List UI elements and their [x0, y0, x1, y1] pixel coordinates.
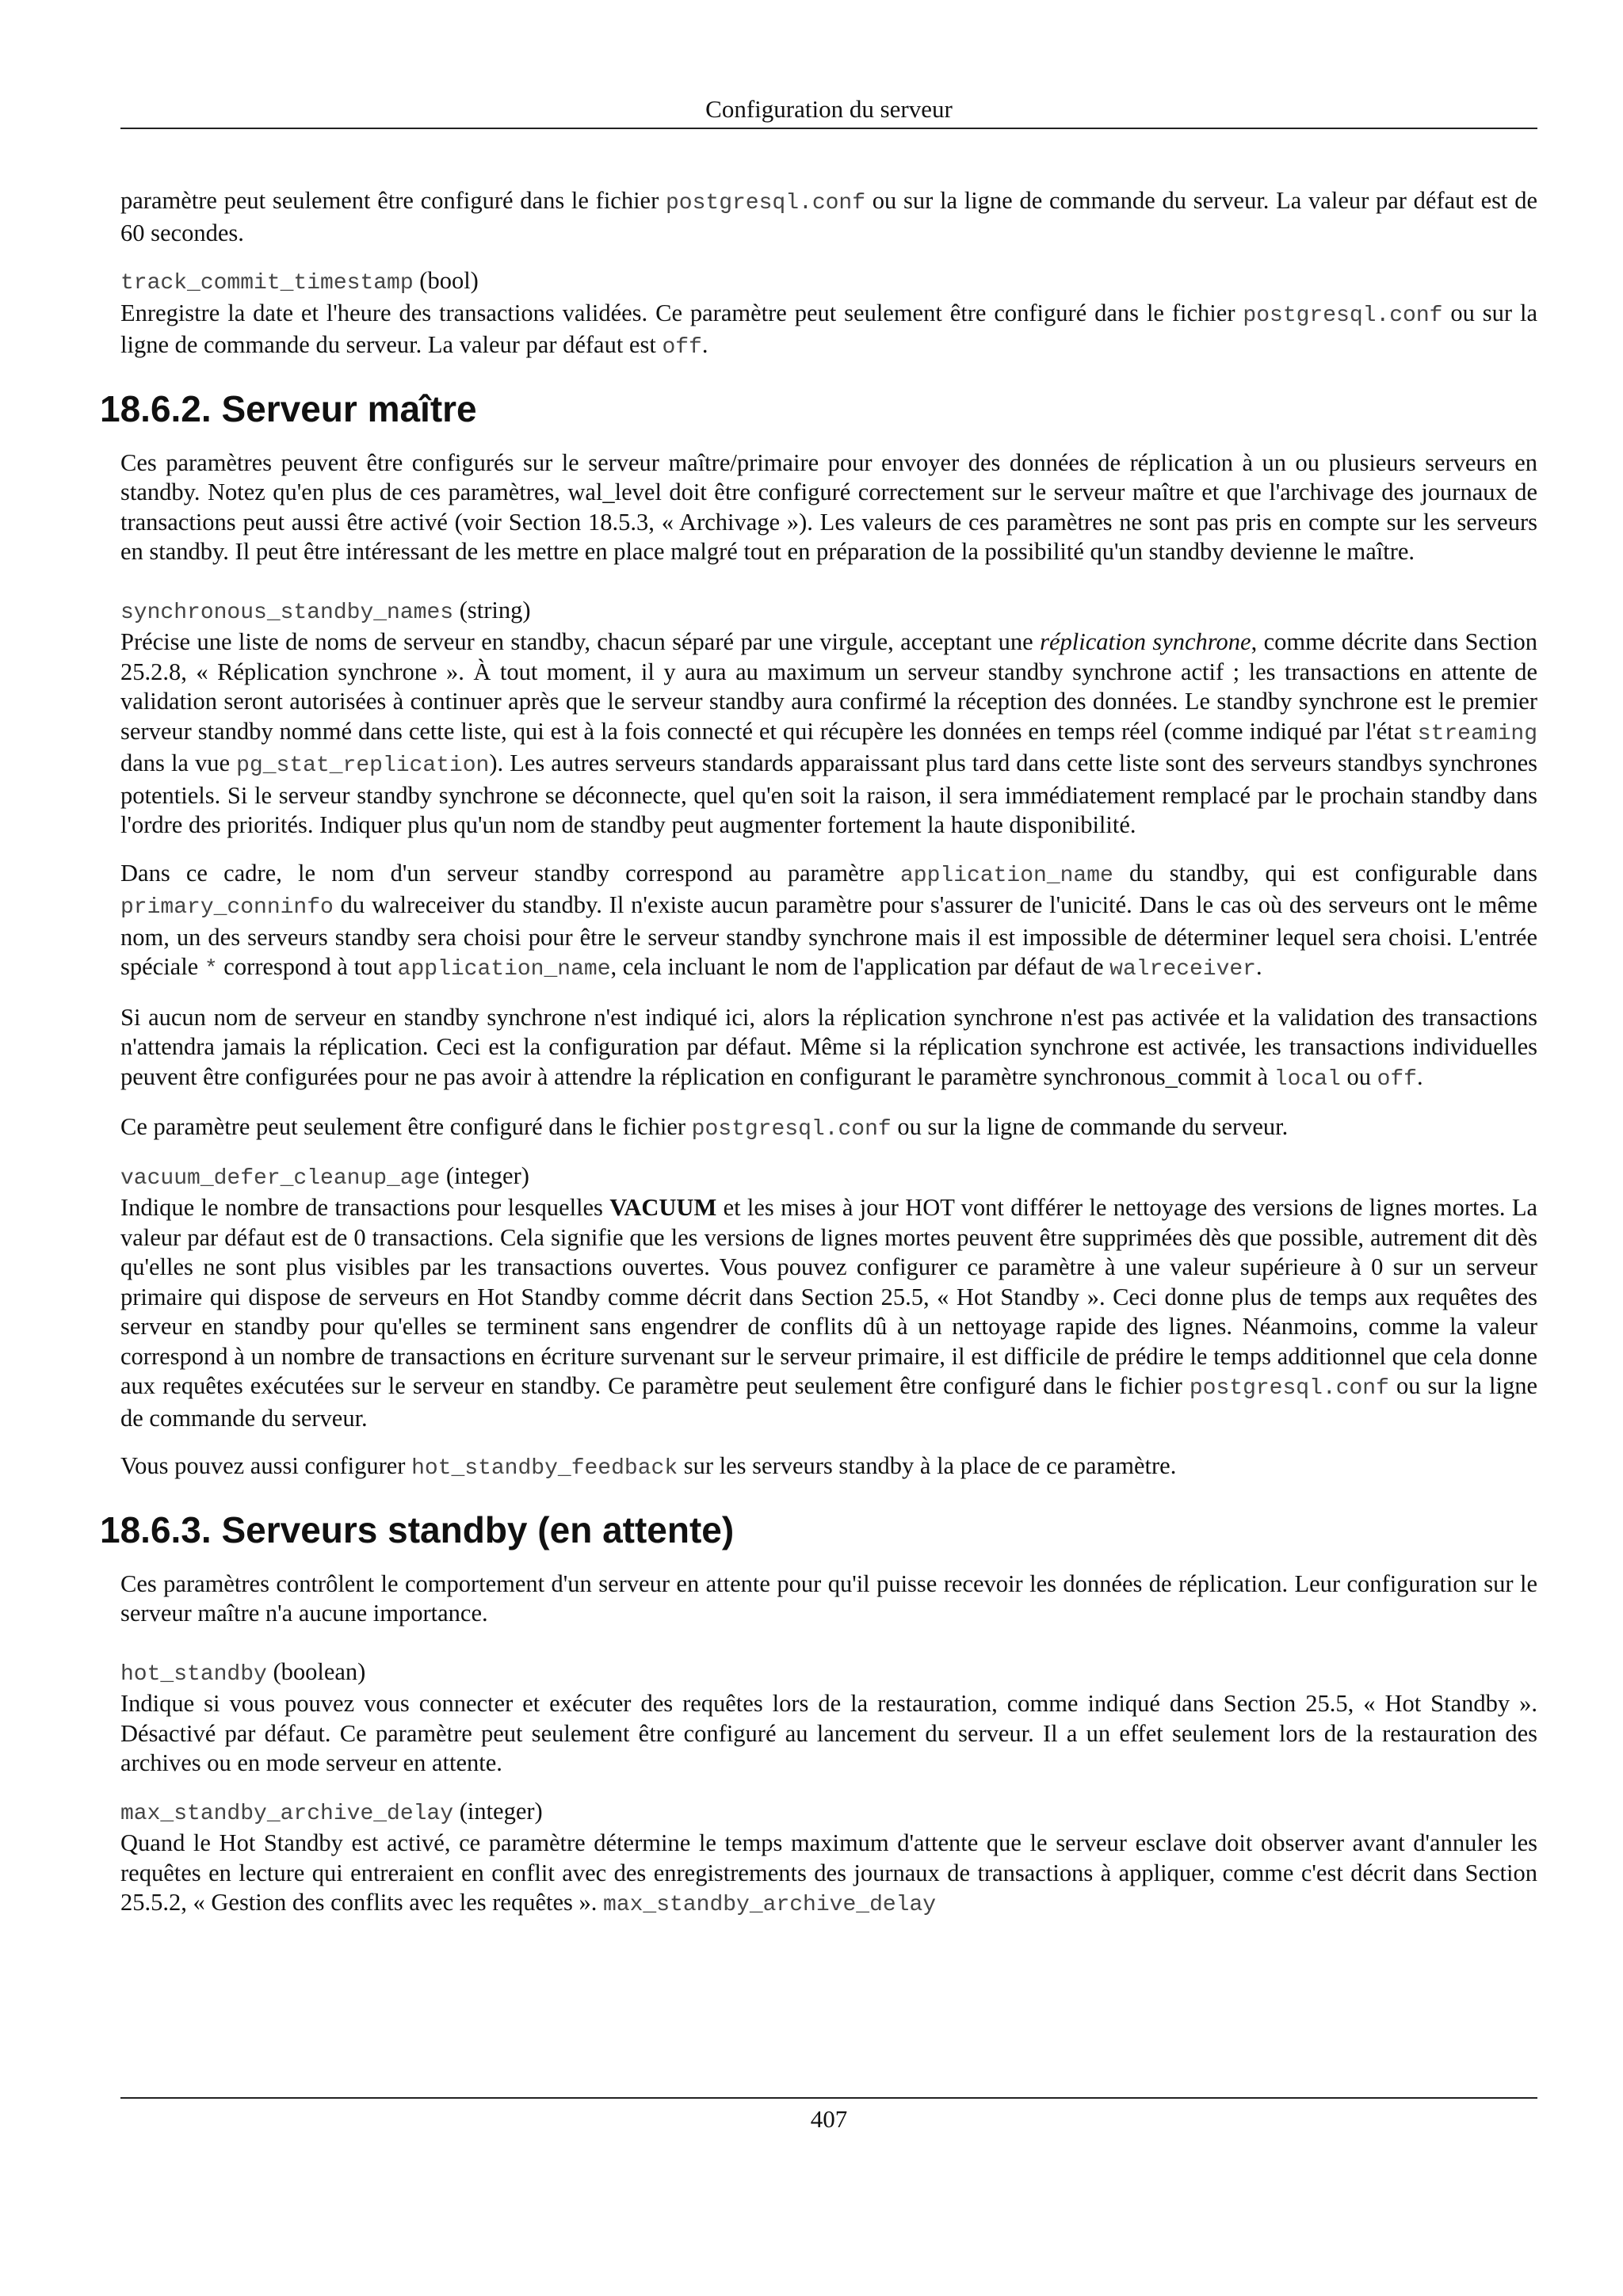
- param-description: Vous pouvez aussi configurer hot_standby_feedback sur les serveurs standby à la place de ce paramètre.: [120, 1452, 1177, 1481]
- section-master-intro: Ces paramètres peuvent être configurés sur le serveur maître/primaire pour envoyer des données de réplication à un ou plusieurs serveurs en standby. Notez qu'en plus de ces paramètres, wal_level doit être configuré correctement sur le serveur maître et que l'archivage des journaux de transactions peut aussi être activé (voir Section 18.5.3, « Archivage »). Les valeurs de ces paramètres ne sont pas pris en compte sur les serveurs en standby. Il peut être intéressant de les mettre en place malgré tout en préparation de la possibilité qu'un standby devienne le maître.: [120, 448, 1537, 565]
- param-description: Ce paramètre peut seulement être configuré dans le fichier postgresql.conf ou sur la ligne de commande du serveur.: [120, 1113, 1289, 1142]
- param-synchronous-standby-names: [120, 596, 1537, 1145]
- param-type: (boolean): [266, 1657, 366, 1685]
- param-description: Précise une liste de noms de serveur en standby, chacun séparé par une virgule, acceptant une réplication synchrone, comme décrite dans Section 25.2.8, « Réplication synchrone ». À tout moment, il y aura au maximum un serveur standby synchrone actif ; les transactions en attente de validation seront autorisées à continuer après que le serveur standby aura confirmé la réception des données. Le standby synchrone est le premier serveur standby nommé dans cette liste, qui est à la fois connecté et qui récupère les données en temps réel (comme indiqué par l'état streaming dans la vue pg_stat_replication). Les autres serveurs standards apparaissant plus tard dans cette liste sont des serveurs standbys synchrones potentiels. Si le serveur standby synchrone se déconnecte, quel qu'en soit la raison, il sera immédiatement remplacé par le prochain standby dans l'ordre des priorités. Indiquer plus qu'un nom de standby peut augmenter fortement la haute disponibilité.: [120, 628, 1537, 838]
- param-name: synchronous_standby_names: [120, 600, 454, 625]
- section-standby-intro: Ces paramètres contrôlent le comportement d'un serveur en attente pour qu'il puisse recevoir les données de réplication. Leur configuration sur le serveur maître n'a aucune importance.: [120, 1569, 1537, 1627]
- param-name: max_standby_archive_delay: [120, 1801, 454, 1826]
- param-description: Si aucun nom de serveur en standby synchrone n'est indiqué ici, alors la réplication synchrone n'est pas activée et la validation des transactions n'attendra jamais la réplication. Ceci est la configuration par défaut. Même si la réplication synchrone est activée, les transactions individuelles peuvent être configurées pour ne pas avoir à attendre la réplication en configurant le paramètre synchronous_commit à local ou off.: [120, 1003, 1537, 1092]
- param-description: Enregistre la date et l'heure des transactions validées. Ce paramètre peut seulement être configuré dans le fichier postgresql.conf ou sur la ligne de commande du serveur. La valeur par défaut est off.: [120, 299, 1537, 360]
- param-description: Indique si vous pouvez vous connecter et exécuter des requêtes lors de la restauration, comme indiqué dans Section 25.5, « Hot Standby ». Désactivé par défaut. Ce paramètre peut seulement être configuré au lancement du serveur. Il a un effet seulement lors de la restauration des archives ou en mode serveur en attente.: [120, 1690, 1537, 1776]
- param-term: [120, 1797, 1537, 1829]
- param-hot-standby: [120, 1657, 1537, 1779]
- running-header: Configuration du serveur: [705, 95, 953, 123]
- header-rule: [120, 128, 1537, 129]
- param-name: vacuum_defer_cleanup_age: [120, 1165, 441, 1191]
- param-type: (string): [453, 596, 531, 624]
- param-term: [120, 1657, 1537, 1690]
- param-vacuum-defer-cleanup-age: [120, 1161, 1537, 1484]
- param-term: [120, 596, 1537, 628]
- param-type: (integer): [440, 1161, 529, 1189]
- param-name: hot_standby: [120, 1661, 267, 1687]
- page-content: [100, 186, 1537, 1939]
- code-postgresql-conf: postgresql.conf: [665, 191, 866, 215]
- section-heading-master: 18.6.2. Serveur maître: [100, 387, 477, 429]
- section-heading-standby: 18.6.3. Serveurs standby (en attente): [100, 1508, 735, 1550]
- param-description: Indique le nombre de transactions pour lesquelles VACUUM et les mises à jour HOT vont différer le nettoyage des versions de lignes mortes. La valeur par défaut est de 0 transactions. Cela signifie que les versions de lignes mortes peuvent être supprimées dès que possible, autrement dit dès qu'elles ne sont plus visibles par les transactions ouvertes. Vous pouvez configurer ce paramètre à une valeur supérieure à 0 sur un serveur primaire qui dispose de serveurs en Hot Standby comme décrit dans Section 25.5, « Hot Standby ». Ceci donne plus de temps aux requêtes des serveur en standby pour qu'elles se terminent sans engendrer de conflits dû à un nettoyage rapide des lignes. Néanmoins, comme la valeur correspond à un nombre de transactions en écriture survenant sur le serveur primaire, il est difficile de prédire le temps additionnel que cela donne aux requêtes exécutées sur le serveur en standby. Ce paramètre peut seulement être configuré dans le fichier postgresql.conf ou sur la ligne de commande du serveur.: [120, 1194, 1537, 1432]
- param-name: track_commit_timestamp: [120, 271, 414, 296]
- page-number: 407: [810, 2105, 848, 2133]
- param-description: Quand le Hot Standby est activé, ce paramètre détermine le temps maximum d'attente que le serveur esclave doit observer avant d'annuler les requêtes en lecture qui entreraient en conflit avec des enregistrements des journaux de transactions à appliquer, comme c'est décrit dans Section 25.5.2, « Gestion des conflits avec les requêtes ». max_standby_archive_delay: [120, 1829, 1537, 1917]
- param-track-commit-timestamp: [120, 266, 1537, 363]
- param-term: [120, 1161, 1537, 1194]
- intro-continuation: paramètre peut seulement être configuré dans le fichier postgresql.conf ou sur la ligne de commande du serveur. La valeur par défaut est de 60 secondes.: [120, 187, 1537, 246]
- param-term: [120, 266, 1537, 299]
- footer-rule: [120, 2097, 1537, 2099]
- param-type: (integer): [453, 1797, 543, 1825]
- param-type: (bool): [413, 267, 479, 294]
- param-description: Dans ce cadre, le nom d'un serveur standby correspond au paramètre application_name du standby, qui est configurable dans primary_conninfo du walreceiver du standby. Il n'existe aucun paramètre pour s'assurer de l'unicité. Dans le cas où des serveurs ont le même nom, un des serveurs standby sera choisi pour être le serveur standby synchrone mais il est impossible de déterminer lequel sera choisi. L'entrée spéciale * correspond à tout application_name, cela incluant le nom de l'application par défaut de walreceiver.: [120, 859, 1537, 982]
- param-max-standby-archive-delay: [120, 1797, 1537, 1920]
